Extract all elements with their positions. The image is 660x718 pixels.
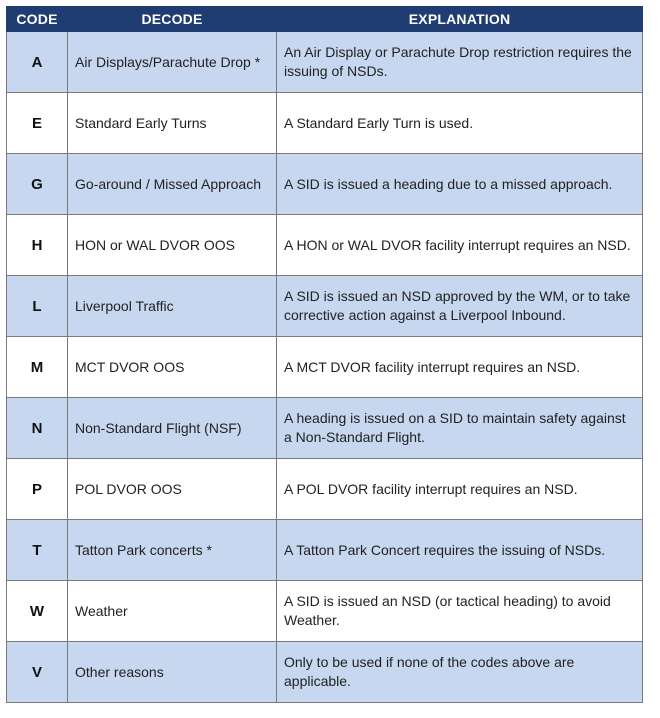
table-row <box>7 398 643 459</box>
explanation-cell: A SID is issued a heading due to a missed approach. <box>277 154 643 215</box>
decode-cell: POL DVOR OOS <box>68 459 277 520</box>
explanation-cell: A Standard Early Turn is used. <box>277 93 643 154</box>
table-row <box>7 520 643 581</box>
header-code: CODE <box>7 7 68 32</box>
code-cell: H <box>7 215 68 276</box>
header-row <box>7 7 643 32</box>
table-row <box>7 154 643 215</box>
decode-cell: Other reasons <box>68 642 277 703</box>
decode-cell: Weather <box>68 581 277 642</box>
explanation-cell: A POL DVOR facility interrupt requires an NSD. <box>277 459 643 520</box>
decode-cell: Go-around / Missed Approach <box>68 154 277 215</box>
decode-cell: Standard Early Turns <box>68 93 277 154</box>
table-row <box>7 215 643 276</box>
code-cell: V <box>7 642 68 703</box>
code-cell: T <box>7 520 68 581</box>
code-cell: W <box>7 581 68 642</box>
table-row <box>7 581 643 642</box>
explanation-cell: Only to be used if none of the codes above are applicable. <box>277 642 643 703</box>
explanation-cell: A heading is issued on a SID to maintain safety against a Non-Standard Flight. <box>277 398 643 459</box>
table-header <box>7 7 643 32</box>
code-cell: P <box>7 459 68 520</box>
explanation-cell: A HON or WAL DVOR facility interrupt requires an NSD. <box>277 215 643 276</box>
table-row <box>7 459 643 520</box>
table-body <box>7 32 643 703</box>
decode-cell: MCT DVOR OOS <box>68 337 277 398</box>
decode-cell: Air Displays/Parachute Drop * <box>68 32 277 93</box>
explanation-cell: A MCT DVOR facility interrupt requires an NSD. <box>277 337 643 398</box>
header-explanation: EXPLANATION <box>277 7 643 32</box>
explanation-cell: An Air Display or Parachute Drop restriction requires the issuing of NSDs. <box>277 32 643 93</box>
code-cell: G <box>7 154 68 215</box>
code-cell: M <box>7 337 68 398</box>
table-row <box>7 337 643 398</box>
table-row <box>7 93 643 154</box>
code-table-container <box>6 6 642 703</box>
explanation-cell: A SID is issued an NSD approved by the WM, or to take corrective action against a Liverpool Inbound. <box>277 276 643 337</box>
code-cell: L <box>7 276 68 337</box>
table-row <box>7 642 643 703</box>
decode-cell: Liverpool Traffic <box>68 276 277 337</box>
code-cell: N <box>7 398 68 459</box>
explanation-cell: A Tatton Park Concert requires the issuing of NSDs. <box>277 520 643 581</box>
code-table <box>6 6 643 703</box>
code-cell: E <box>7 93 68 154</box>
decode-cell: Tatton Park concerts * <box>68 520 277 581</box>
decode-cell: HON or WAL DVOR OOS <box>68 215 277 276</box>
decode-cell: Non-Standard Flight (NSF) <box>68 398 277 459</box>
table-row <box>7 32 643 93</box>
code-cell: A <box>7 32 68 93</box>
table-row <box>7 276 643 337</box>
header-decode: DECODE <box>68 7 277 32</box>
explanation-cell: A SID is issued an NSD (or tactical heading) to avoid Weather. <box>277 581 643 642</box>
